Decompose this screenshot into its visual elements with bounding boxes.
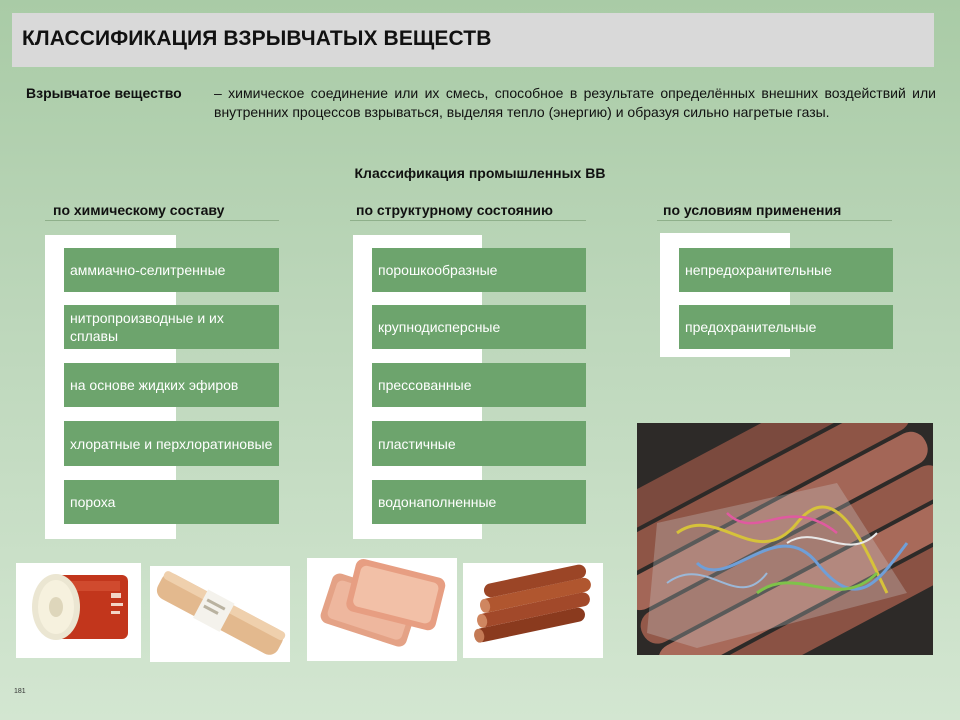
column-header-structure: по структурному состоянию — [350, 202, 586, 221]
list-item: прессованные — [372, 363, 586, 407]
list-item: крупнодисперсные — [372, 305, 586, 349]
list-item: нитропроизводные и их сплавы — [64, 305, 279, 349]
photo-cartridge-bundle — [637, 423, 933, 655]
column-header-composition: по химическому составу — [45, 202, 279, 221]
list-item: порошкообразные — [372, 248, 586, 292]
list-item: хлоратные и перхлоратиновые — [64, 421, 279, 466]
page-number: 181 — [14, 688, 26, 695]
column-header-usage: по условиям применения — [657, 202, 892, 221]
list-item: непредохранительные — [679, 248, 893, 292]
photo-red-cartridge — [16, 563, 141, 658]
photo-powder-bags — [307, 558, 457, 661]
list-item: водонаполненные — [372, 480, 586, 524]
list-item: пороха — [64, 480, 279, 524]
title-bar — [12, 13, 934, 67]
classification-subtitle: Классификация промышленных ВВ — [354, 165, 606, 181]
list-item: аммиачно-селитренные — [64, 248, 279, 292]
list-item: предохранительные — [679, 305, 893, 349]
page-title: КЛАССИФИКАЦИЯ ВЗРЫВЧАТЫХ ВЕЩЕСТВ — [22, 27, 492, 50]
photo-brown-tubes — [463, 563, 603, 658]
definition-term: Взрывчатое вещество — [26, 85, 182, 101]
definition-text: – химическое соединение или их смесь, способное в результате определённых внешних воздействий или внутренних процессов взрываться, выделяя тепло (энергию) и образуя сильно нагретые газы. — [214, 85, 936, 120]
list-item: пластичные — [372, 421, 586, 466]
photo-paper-stick — [150, 566, 290, 662]
list-item: на основе жидких эфиров — [64, 363, 279, 407]
